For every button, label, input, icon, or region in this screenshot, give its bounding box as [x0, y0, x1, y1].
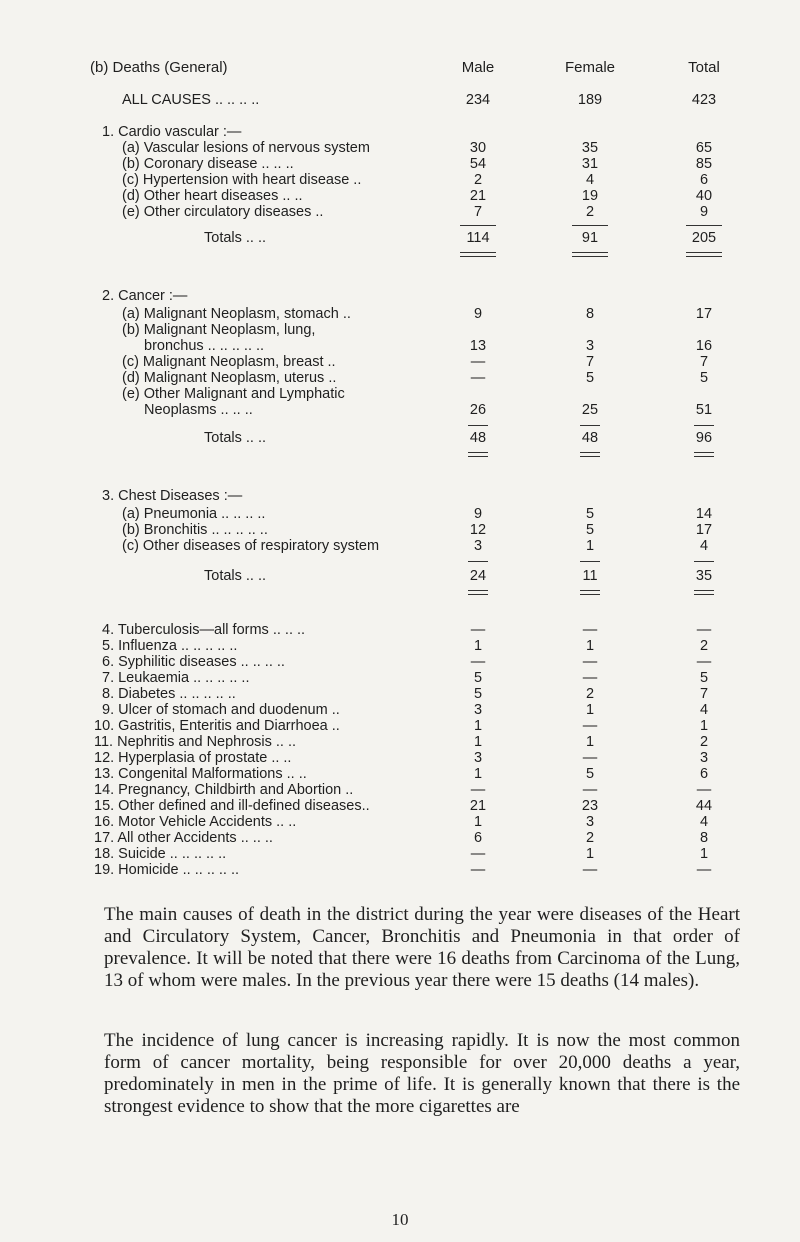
- cell-female: 3: [585, 814, 595, 830]
- double-rule: [694, 590, 714, 595]
- table-row: [94, 718, 744, 734]
- cell-male: —: [470, 622, 486, 638]
- cell-female: 2: [585, 686, 595, 702]
- double-rule: [686, 252, 722, 257]
- row-label: (c) Other diseases of respiratory system: [122, 538, 380, 554]
- cell-female: 4: [585, 172, 595, 188]
- table-row: [94, 814, 744, 830]
- cell-male: 21: [469, 798, 487, 814]
- table-row: [104, 654, 744, 670]
- table-row: [94, 798, 744, 814]
- row-label: 7. Leukaemia .. .. .. .. ..: [102, 670, 250, 686]
- subtotal-rule: [686, 225, 722, 226]
- subtotal-rule: [468, 425, 488, 426]
- table-row: [104, 172, 744, 188]
- table-row: [104, 702, 744, 718]
- cell-total: 6: [699, 766, 709, 782]
- cell-female: 1: [585, 846, 595, 862]
- table-row: [104, 686, 744, 702]
- cell-total: —: [696, 782, 712, 798]
- totals-row: [104, 568, 744, 584]
- cell-female: 7: [585, 354, 595, 370]
- row-label: 8. Diabetes .. .. .. .. ..: [102, 686, 236, 702]
- cell-total: 96: [695, 430, 713, 446]
- table-row: [104, 522, 744, 538]
- row-label: 15. Other defined and ill-defined diseases..: [94, 798, 370, 814]
- cell-female: 189: [577, 92, 603, 108]
- table-row: [94, 830, 744, 846]
- row-label: (a) Pneumonia .. .. .. ..: [122, 506, 266, 522]
- cell-male: —: [470, 782, 486, 798]
- cell-total: 1: [699, 846, 709, 862]
- row-label: 10. Gastritis, Enteritis and Diarrhoea ..: [94, 718, 340, 734]
- row-label: (b) Coronary disease .. .. ..: [122, 156, 294, 172]
- table-row: [94, 750, 744, 766]
- cell-total: 4: [699, 538, 709, 554]
- totals-row: [104, 230, 744, 246]
- double-rule: [694, 452, 714, 457]
- page-number: 10: [391, 1210, 409, 1229]
- subtotal-rule: [580, 425, 600, 426]
- totals-label: Totals .. ..: [204, 430, 267, 446]
- subtotal-rule: [468, 561, 488, 562]
- cell-female: —: [582, 654, 598, 670]
- cell-female: 11: [582, 568, 598, 584]
- row-label: (a) Malignant Neoplasm, stomach ..: [122, 306, 351, 322]
- cell-female: 91: [581, 230, 599, 246]
- cell-male: 114: [466, 230, 490, 246]
- table-row: [104, 386, 744, 402]
- row-label: (c) Malignant Neoplasm, breast ..: [122, 354, 336, 370]
- totals-label: Totals .. ..: [204, 230, 267, 246]
- cell-male: 2: [473, 172, 483, 188]
- subtotal-rule: [694, 425, 714, 426]
- cell-male: 21: [469, 188, 487, 204]
- cell-total: 44: [695, 798, 713, 814]
- table-row: [104, 156, 744, 172]
- cell-male: —: [470, 654, 486, 670]
- row-label: 11. Nephritis and Nephrosis .. ..: [94, 734, 297, 750]
- cell-female: 5: [585, 506, 595, 522]
- table-row: [104, 622, 744, 638]
- cell-male: 3: [473, 538, 483, 554]
- cell-total: 17: [695, 306, 713, 322]
- cell-female: 5: [585, 370, 595, 386]
- cell-female: 5: [585, 522, 595, 538]
- cell-male: —: [470, 354, 486, 370]
- table-row: [104, 204, 744, 220]
- cell-female: —: [582, 622, 598, 638]
- table-row: [104, 370, 744, 386]
- cell-female: 2: [585, 204, 595, 220]
- double-rule: [572, 252, 608, 257]
- cell-male: 3: [473, 750, 483, 766]
- cell-male: 12: [469, 522, 487, 538]
- cell-female: —: [582, 718, 598, 734]
- cell-female: 8: [585, 306, 595, 322]
- column-header-female: Female: [564, 59, 616, 76]
- section-heading-cardio: [104, 124, 744, 140]
- subtotal-rule: [572, 225, 608, 226]
- cell-female: 2: [585, 830, 595, 846]
- table-row: [104, 188, 744, 204]
- table-row: [104, 140, 744, 156]
- cell-total: 7: [699, 686, 709, 702]
- cell-male: 1: [473, 814, 483, 830]
- cell-total: 85: [695, 156, 713, 172]
- row-label: 16. Motor Vehicle Accidents .. ..: [94, 814, 297, 830]
- table-row: [94, 766, 744, 782]
- cell-total: —: [696, 862, 712, 878]
- cell-female: —: [582, 750, 598, 766]
- cell-male: 1: [473, 766, 483, 782]
- cell-total: 6: [699, 172, 709, 188]
- cell-total: 65: [695, 140, 713, 156]
- row-label: (b) Malignant Neoplasm, lung,: [122, 322, 316, 338]
- cell-total: 2: [699, 638, 709, 654]
- double-rule: [468, 452, 488, 457]
- cell-total: 40: [695, 188, 713, 204]
- row-label: 12. Hyperplasia of prostate .. ..: [94, 750, 292, 766]
- cell-male: 26: [469, 402, 487, 418]
- section-heading-label: 1. Cardio vascular :—: [102, 124, 242, 140]
- subtotal-rule: [694, 561, 714, 562]
- row-label: 9. Ulcer of stomach and duodenum ..: [102, 702, 340, 718]
- all-causes-row: [104, 92, 744, 108]
- double-rule: [580, 590, 600, 595]
- cell-male: 7: [473, 204, 483, 220]
- cell-total: 5: [699, 370, 709, 386]
- row-label: Neoplasms .. .. ..: [144, 402, 253, 418]
- table-row: [104, 638, 744, 654]
- cell-male: 3: [473, 702, 483, 718]
- cell-total: 17: [695, 522, 713, 538]
- cell-male: 9: [473, 306, 483, 322]
- table-row: [104, 670, 744, 686]
- table-row: [104, 506, 744, 522]
- row-label: (d) Malignant Neoplasm, uterus ..: [122, 370, 337, 386]
- column-header-total: Total: [688, 59, 720, 76]
- cell-male: 1: [473, 734, 483, 750]
- row-label: 6. Syphilitic diseases .. .. .. ..: [102, 654, 285, 670]
- cell-female: 1: [585, 734, 595, 750]
- table-header: [90, 59, 744, 76]
- cell-female: —: [582, 670, 598, 686]
- body-paragraph: The incidence of lung cancer is increasing rapidly. It is now the most common form of cancer mortality, being responsible for over 20,000 deaths a year, predominately in men in the prime of life. It is generally known that there is the strongest evidence to show that the more cigarettes are: [104, 1030, 740, 1117]
- table-row: [94, 846, 744, 862]
- cell-male: 54: [469, 156, 487, 172]
- row-label: 14. Pregnancy, Childbirth and Abortion ..: [94, 782, 354, 798]
- totals-row: [104, 430, 744, 446]
- double-rule: [460, 252, 496, 257]
- cell-male: 234: [465, 92, 491, 108]
- subtotal-rule: [580, 561, 600, 562]
- cell-total: —: [696, 654, 712, 670]
- cell-female: 1: [585, 638, 595, 654]
- double-rule: [468, 590, 488, 595]
- totals-label: Totals .. ..: [204, 568, 267, 584]
- subtotal-rule: [460, 225, 496, 226]
- cell-male: 5: [473, 686, 483, 702]
- cell-male: 9: [473, 506, 483, 522]
- table-row: [104, 338, 744, 354]
- cell-total: 2: [699, 734, 709, 750]
- section-heading-label: 3. Chest Diseases :—: [102, 488, 243, 504]
- cell-female: 35: [581, 140, 599, 156]
- cell-female: 5: [585, 766, 595, 782]
- row-label: 4. Tuberculosis—all forms .. .. ..: [102, 622, 306, 638]
- cell-female: 23: [581, 798, 599, 814]
- column-header-male: Male: [461, 59, 495, 76]
- row-label: 5. Influenza .. .. .. .. ..: [102, 638, 238, 654]
- row-label: 17. All other Accidents .. .. ..: [94, 830, 273, 846]
- all-causes-label: ALL CAUSES .. .. .. ..: [122, 92, 260, 108]
- table-row: [94, 734, 744, 750]
- cell-total: 4: [699, 814, 709, 830]
- cell-female: —: [582, 862, 598, 878]
- cell-female: 1: [585, 702, 595, 718]
- row-label: 19. Homicide .. .. .. .. ..: [94, 862, 240, 878]
- table-row: [104, 322, 744, 338]
- cell-male: 5: [473, 670, 483, 686]
- row-label: (b) Bronchitis .. .. .. .. ..: [122, 522, 268, 538]
- row-label: (e) Other circulatory diseases ..: [122, 204, 324, 220]
- cell-male: —: [470, 846, 486, 862]
- row-label: (e) Other Malignant and Lymphatic: [122, 386, 345, 402]
- cell-female: 25: [581, 402, 599, 418]
- cell-male: —: [470, 862, 486, 878]
- cell-female: 3: [585, 338, 595, 354]
- cell-female: 48: [581, 430, 599, 446]
- cell-female: 19: [581, 188, 599, 204]
- cell-total: 16: [695, 338, 713, 354]
- cell-male: —: [470, 370, 486, 386]
- body-paragraph: The main causes of death in the district during the year were diseases of the Heart and Circulatory System, Cancer, Bronchitis and Pneumonia in that order of prevalence. It will be noted that there were 16 deaths from Carcinoma of the Lung, 13 of whom were males. In the previous year there were 15 deaths (14 males).: [104, 904, 740, 991]
- cell-total: 9: [699, 204, 709, 220]
- section-heading-cancer: [104, 288, 744, 304]
- row-label: 18. Suicide .. .. .. .. ..: [94, 846, 227, 862]
- section-heading-label: 2. Cancer :—: [102, 288, 188, 304]
- cell-male: 30: [469, 140, 487, 156]
- table-row: [104, 354, 744, 370]
- cell-total: 7: [699, 354, 709, 370]
- cell-male: 1: [473, 718, 483, 734]
- cell-female: 1: [585, 538, 595, 554]
- cell-total: 8: [699, 830, 709, 846]
- table-row: [104, 306, 744, 322]
- cell-total: 423: [691, 92, 717, 108]
- row-label: (c) Hypertension with heart disease ..: [122, 172, 362, 188]
- table-title: (b) Deaths (General): [90, 59, 228, 76]
- cell-total: —: [696, 622, 712, 638]
- table-row: [104, 402, 744, 418]
- cell-male: 6: [473, 830, 483, 846]
- cell-total: 3: [699, 750, 709, 766]
- cell-male: 48: [469, 430, 487, 446]
- cell-female: 31: [581, 156, 599, 172]
- row-label: (d) Other heart diseases .. ..: [122, 188, 303, 204]
- row-label: (a) Vascular lesions of nervous system: [122, 140, 370, 156]
- cell-total: 51: [695, 402, 713, 418]
- cell-male: 24: [469, 568, 487, 584]
- cell-total: 1: [699, 718, 709, 734]
- table-row: [94, 782, 744, 798]
- cell-female: —: [582, 782, 598, 798]
- cell-total: 14: [695, 506, 713, 522]
- row-label: 13. Congenital Malformations .. ..: [94, 766, 307, 782]
- cell-total: 35: [695, 568, 713, 584]
- cell-total: 5: [699, 670, 709, 686]
- row-label: bronchus .. .. .. .. ..: [144, 338, 265, 354]
- section-heading-chest: [104, 488, 744, 504]
- table-row: [94, 862, 744, 878]
- cell-total: 4: [699, 702, 709, 718]
- cell-male: 1: [473, 638, 483, 654]
- table-row: [104, 538, 744, 554]
- cell-male: 13: [469, 338, 487, 354]
- double-rule: [580, 452, 600, 457]
- cell-total: 205: [691, 230, 717, 246]
